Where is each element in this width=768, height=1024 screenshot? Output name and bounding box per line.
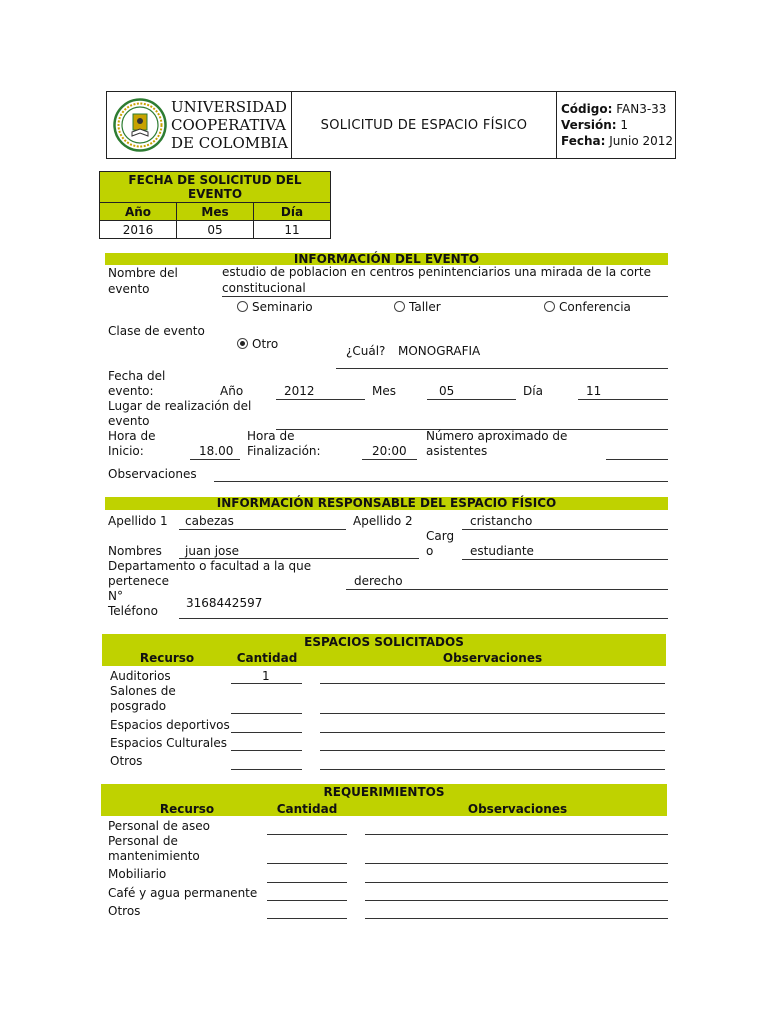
phone-label-2: Teléfono xyxy=(108,604,158,618)
event-name-value-line2[interactable]: constitucional xyxy=(222,281,306,295)
radio-circle-icon xyxy=(237,301,248,312)
requirement-row-observations-underline[interactable] xyxy=(365,834,668,835)
end-time-label-2: Finalización: xyxy=(247,444,321,458)
space-row-observations-underline[interactable] xyxy=(320,750,665,751)
space-row-quantity-underline[interactable] xyxy=(231,769,302,770)
cargo-label-1: Carg xyxy=(426,529,455,543)
space-row-label: Otros xyxy=(110,754,143,768)
radio-selected-icon xyxy=(237,338,248,349)
space-row-quantity[interactable]: 1 xyxy=(262,669,270,683)
cargo-underline xyxy=(462,559,668,560)
logo-cell xyxy=(107,92,292,158)
phone-label-1: N° xyxy=(108,589,123,603)
space-row-observations-underline[interactable] xyxy=(320,732,665,733)
space-row-observations-underline[interactable] xyxy=(320,769,665,770)
radio-conferencia-label: Conferencia xyxy=(559,300,631,314)
fecha-value: Junio 2012 xyxy=(609,134,674,148)
radio-circle-icon xyxy=(394,301,405,312)
spaces-col-quantity: Cantidad xyxy=(236,651,298,665)
requirement-row-quantity-underline[interactable] xyxy=(267,863,347,864)
radio-taller[interactable] xyxy=(394,300,441,315)
dept-label-1: Departamento o facultad a la que xyxy=(108,559,312,573)
radio-seminario-label: Seminario xyxy=(252,300,313,314)
space-row-quantity-underline[interactable] xyxy=(231,713,302,714)
requirement-row-label: Personal de mantenimiento xyxy=(108,834,200,863)
event-date-label-2: evento: xyxy=(108,384,154,398)
event-year-label: Año xyxy=(220,384,244,398)
event-class-label: Clase de evento xyxy=(108,324,205,338)
nombres-value[interactable]: juan jose xyxy=(185,544,240,558)
request-year-value[interactable]: 2016 xyxy=(100,221,177,239)
attendees-label-1: Número aproximado de xyxy=(426,429,568,443)
apellido2-label: Apellido 2 xyxy=(353,514,413,528)
requirement-row-quantity-underline[interactable] xyxy=(267,882,347,883)
cual-label: ¿Cuál? xyxy=(346,344,386,358)
start-time-underline xyxy=(190,459,240,460)
space-row-label: Auditorios xyxy=(110,669,171,683)
attendees-label-2: asistentes xyxy=(426,444,488,458)
start-time-label-2: Inicio: xyxy=(108,444,144,458)
codigo-value: FAN3-33 xyxy=(616,102,667,116)
apellido1-label: Apellido 1 xyxy=(108,514,168,528)
space-row-quantity-underline xyxy=(231,683,302,684)
requirement-row-observations-underline[interactable] xyxy=(365,863,668,864)
space-row-quantity-underline[interactable] xyxy=(231,732,302,733)
requirement-row-observations-underline[interactable] xyxy=(365,918,668,919)
radio-circle-icon xyxy=(544,301,555,312)
request-date-title: FECHA DE SOLICITUD DEL EVENTO xyxy=(100,172,331,203)
spaces-section-title: ESPACIOS SOLICITADOS xyxy=(304,635,464,649)
event-day-underline xyxy=(578,399,668,400)
observations-underline[interactable] xyxy=(214,481,668,482)
event-name-label: Nombre del evento xyxy=(108,266,178,296)
space-row-label: Espacios Culturales xyxy=(110,736,228,750)
requirement-row-label: Mobiliario xyxy=(108,867,167,881)
dept-value[interactable]: derecho xyxy=(354,574,403,588)
radio-taller-label: Taller xyxy=(409,300,441,314)
apellido2-underline xyxy=(462,529,668,530)
university-seal-logo xyxy=(113,98,167,152)
requirements-section-title: REQUERIMIENTOS xyxy=(323,785,445,799)
requirement-row-observations-underline[interactable] xyxy=(365,882,668,883)
end-time-label-1: Hora de xyxy=(247,429,295,443)
observations-label: Observaciones xyxy=(108,467,197,481)
version-value: 1 xyxy=(620,118,628,132)
spaces-col-observations: Observaciones xyxy=(442,651,543,665)
event-month-label: Mes xyxy=(372,384,396,398)
event-date-label-1: Fecha del xyxy=(108,369,166,383)
requirements-col-quantity: Cantidad xyxy=(276,802,338,816)
place-label-2: evento xyxy=(108,414,150,428)
requirement-row-observations-underline[interactable] xyxy=(365,900,668,901)
document-meta xyxy=(559,92,677,158)
requirement-row-quantity-underline[interactable] xyxy=(267,834,347,835)
requirement-row-label: Otros xyxy=(108,904,141,918)
event-year-value[interactable]: 2012 xyxy=(284,384,315,398)
form-header xyxy=(106,91,676,159)
requirements-col-resource: Recurso xyxy=(159,802,215,816)
request-day-value[interactable]: 11 xyxy=(254,221,331,239)
event-day-value[interactable]: 11 xyxy=(586,384,602,398)
form-title: SOLICITUD DE ESPACIO FÍSICO xyxy=(292,92,557,158)
spaces-col-resource: Recurso xyxy=(139,651,195,665)
apellido1-value[interactable]: cabezas xyxy=(185,514,234,528)
space-row-observations-underline[interactable] xyxy=(320,683,665,684)
end-time-underline xyxy=(362,459,417,460)
radio-conferencia[interactable] xyxy=(544,300,631,315)
dept-label-2: pertenece xyxy=(108,574,169,588)
end-time-value[interactable]: 20:00 xyxy=(372,444,407,458)
requirement-row-label: Personal de aseo xyxy=(108,819,210,833)
cargo-value[interactable]: estudiante xyxy=(470,544,534,558)
event-name-underline xyxy=(222,296,668,297)
requirements-col-observations: Observaciones xyxy=(467,802,568,816)
phone-value[interactable]: 3168442597 xyxy=(186,596,263,610)
space-row-label: Espacios deportivos xyxy=(110,718,230,732)
event-info-section-title: INFORMACIÓN DEL EVENTO xyxy=(105,253,668,265)
apellido2-value[interactable]: cristancho xyxy=(470,514,533,528)
request-year-header: Año xyxy=(100,203,177,221)
start-time-label-1: Hora de xyxy=(108,429,156,443)
apellido1-underline xyxy=(179,529,346,530)
university-name: UNIVERSIDAD COOPERATIVA DE COLOMBIA xyxy=(171,98,288,152)
responsible-section-title: INFORMACIÓN RESPONSABLE DEL ESPACIO FÍSICO xyxy=(105,497,668,510)
codigo-label: Código: xyxy=(561,102,613,116)
request-month-value[interactable]: 05 xyxy=(177,221,254,239)
event-name-value-line1[interactable]: estudio de poblacion en centros penintenciarios una mirada de la corte xyxy=(222,265,651,279)
version-label: Versión: xyxy=(561,118,617,132)
attendees-underline[interactable] xyxy=(606,459,668,460)
cual-underline xyxy=(336,368,668,369)
event-year-underline xyxy=(276,399,365,400)
cual-value[interactable]: MONOGRAFIA xyxy=(398,344,481,358)
requirement-row-quantity-underline[interactable] xyxy=(267,918,347,919)
cargo-label-2: o xyxy=(426,544,434,558)
event-month-underline xyxy=(427,399,516,400)
request-date-table xyxy=(99,171,331,239)
requirement-row-label: Café y agua permanente xyxy=(108,886,258,900)
requirement-row-quantity-underline[interactable] xyxy=(267,900,347,901)
request-month-header: Mes xyxy=(177,203,254,221)
radio-seminario[interactable] xyxy=(237,300,313,315)
phone-underline xyxy=(179,618,668,619)
radio-otro-label: Otro xyxy=(252,337,279,351)
space-row-quantity-underline[interactable] xyxy=(231,750,302,751)
event-month-value[interactable]: 05 xyxy=(439,384,455,398)
place-label-1: Lugar de realización del xyxy=(108,399,252,413)
request-day-header: Día xyxy=(254,203,331,221)
start-time-value[interactable]: 18.00 xyxy=(199,444,234,458)
radio-otro[interactable] xyxy=(237,337,278,352)
dept-underline xyxy=(346,589,668,590)
nombres-label: Nombres xyxy=(108,544,162,558)
event-day-label: Día xyxy=(523,384,543,398)
fecha-label: Fecha: xyxy=(561,134,606,148)
space-row-label: Salones de posgrado xyxy=(110,684,176,713)
space-row-observations-underline[interactable] xyxy=(320,713,665,714)
